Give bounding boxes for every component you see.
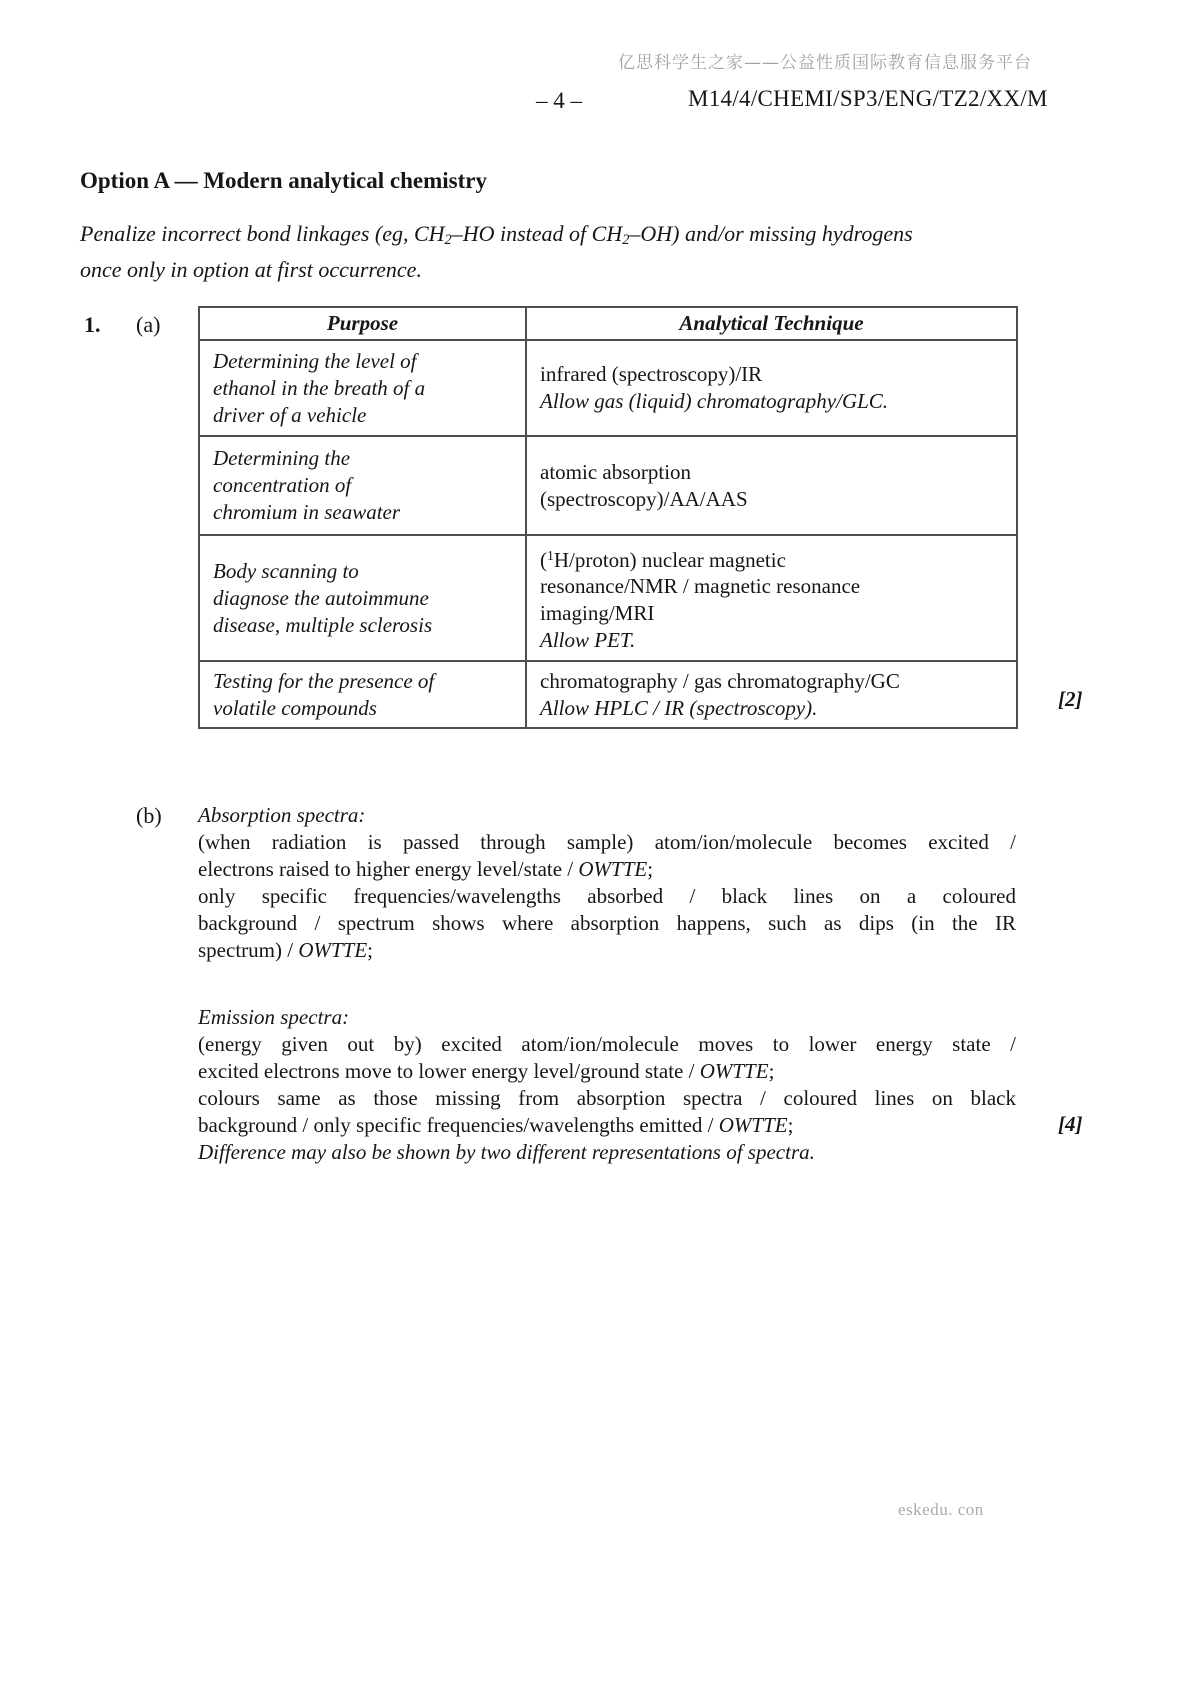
text-line [213, 612, 515, 639]
text-line [198, 829, 1016, 856]
part-b-content [198, 802, 1016, 1166]
text-run: Allow HPLC / IR (spectroscopy). [540, 695, 818, 720]
text-run: disease, multiple sclerosis [213, 612, 433, 637]
paper-code: M14/4/CHEMI/SP3/ENG/TZ2/XX/M [688, 86, 1048, 111]
absorption-points [198, 829, 1016, 964]
text-run: only specific frequencies/wavelengths absorbed / black lines on a coloured [198, 884, 1016, 908]
text-run: ethanol in the breath of a [213, 375, 426, 400]
text-line [213, 472, 515, 499]
purpose-cell [199, 661, 526, 728]
part-b-label: (b) [136, 803, 162, 828]
text-run: once only in option at first occurrence. [80, 256, 422, 282]
text-line [540, 388, 1006, 415]
text-line [198, 910, 1016, 937]
purpose-cell [199, 436, 526, 535]
text-run: (spectroscopy)/AA/AAS [540, 486, 748, 511]
text-run: OWTTE [578, 857, 648, 881]
text-run: colours same as those missing from absorption spectra / coloured lines on black [198, 1086, 1016, 1110]
text-run: Testing for the presence of [213, 668, 435, 693]
text-run: spectrum) / [198, 938, 299, 962]
penalize-note [80, 219, 1025, 284]
text-run: Allow PET. [540, 628, 636, 653]
table-row [199, 340, 1017, 436]
absorption-spectra-title: Absorption spectra: [198, 803, 366, 827]
text-run: imaging/MRI [540, 601, 655, 626]
text-line [80, 255, 1025, 284]
text-run: excited electrons move to lower energy level/ground state / [198, 1059, 700, 1083]
mark-scheme-table [198, 306, 1018, 729]
text-line [213, 668, 515, 695]
marking-point [198, 829, 1016, 883]
text-line [540, 486, 1006, 513]
text-run: Body scanning to [213, 558, 359, 583]
technique-cell [526, 661, 1017, 728]
text-run: OWTTE [718, 1113, 788, 1137]
col-header-analytical-technique: Analytical Technique [526, 307, 1017, 340]
text-run: concentration of [213, 473, 352, 497]
text-line [213, 375, 515, 402]
table-header-row [199, 307, 1017, 340]
site-watermark-text: 亿思科学生之家——公益性质国际教育信息服务平台 [618, 53, 1032, 73]
text-line [213, 348, 515, 375]
text-line [540, 361, 1006, 388]
text-line [213, 445, 515, 472]
table-row [199, 661, 1017, 728]
technique-cell [526, 535, 1017, 661]
text-line [198, 1058, 1016, 1085]
purpose-cell [199, 535, 526, 661]
text-line [540, 668, 1006, 695]
section-title: Option A — Modern analytical chemistry [80, 168, 487, 193]
text-run: chromium in seawater [213, 500, 401, 524]
purpose-cell [199, 340, 526, 436]
text-run: OWTTE [298, 938, 368, 962]
text-run: driver of a vehicle [213, 402, 367, 427]
technique-cell [526, 436, 1017, 535]
col-header-purpose: Purpose [199, 307, 526, 340]
text-run: diagnose the autoimmune [213, 585, 429, 610]
text-line [213, 499, 515, 526]
text-run: ; [787, 1113, 794, 1137]
text-run: (when radiation is passed through sample) atom/ion/molecule becomes excited / [198, 830, 1016, 854]
text-line [198, 1112, 1016, 1139]
difference-note: Difference may also be shown by two different representations of spectra. [198, 1140, 815, 1164]
technique-cell [526, 340, 1017, 436]
text-run: electrons raised to higher energy level/state / [198, 857, 579, 881]
text-line [198, 856, 1016, 883]
text-line [540, 573, 1006, 600]
emission-points [198, 1031, 1016, 1139]
text-run: 2 [622, 231, 630, 248]
text-run: OWTTE [699, 1059, 769, 1083]
text-line [540, 627, 1006, 654]
emission-spectra-title: Emission spectra: [198, 1005, 350, 1029]
marking-point [198, 883, 1016, 964]
text-run: chromatography / gas chromatography/GC [540, 668, 900, 693]
text-line [213, 558, 515, 585]
text-line [213, 585, 515, 612]
text-line [198, 937, 1016, 964]
text-run: 2 [444, 231, 452, 248]
text-run: –OH) and/or missing hydrogens [629, 221, 913, 246]
text-run: Penalize incorrect bond linkages (eg, CH [80, 221, 445, 246]
text-run: Determining the level of [213, 348, 417, 373]
text-run: infrared (spectroscopy)/IR [540, 362, 763, 386]
table-row [199, 436, 1017, 535]
text-line [198, 883, 1016, 910]
text-line [198, 1031, 1016, 1058]
text-line [198, 1085, 1016, 1112]
text-line [540, 542, 1006, 574]
text-run: ; [367, 938, 374, 962]
text-run: ; [647, 857, 654, 881]
text-run: ( [540, 547, 547, 572]
text-run: –HO instead of CH [451, 221, 623, 246]
text-run: background / only specific frequencies/wavelengths emitted / [198, 1113, 719, 1137]
text-run: volatile compounds [213, 695, 377, 720]
text-run: Determining the [213, 446, 351, 470]
page-number: – 4 – [536, 88, 582, 113]
text-run: background / spectrum shows where absorption happens, such as dips (in the IR [198, 911, 1016, 935]
marks-badge-part-a: [2] [1058, 687, 1083, 711]
text-run: (energy given out by) excited atom/ion/molecule moves to lower energy state / [198, 1032, 1016, 1056]
footer-watermark: eskedu. con [898, 1500, 984, 1519]
text-run: 1 [547, 547, 554, 563]
text-line [540, 459, 1006, 486]
text-run: resonance/NMR / magnetic resonance [540, 574, 861, 599]
marks-badge-part-b: [4] [1058, 1112, 1083, 1136]
text-line [213, 402, 515, 429]
text-line [213, 695, 515, 722]
text-line [80, 219, 1025, 255]
text-line [540, 600, 1006, 627]
part-a-label: (a) [136, 312, 161, 337]
marking-point [198, 1031, 1016, 1085]
text-run: H/proton) nuclear magnetic [553, 547, 786, 572]
text-line [540, 695, 1006, 722]
text-run: atomic absorption [540, 459, 692, 484]
table-row [199, 535, 1017, 661]
question-number: 1. [84, 312, 101, 337]
text-run: Allow gas (liquid) chromatography/GLC. [540, 389, 889, 413]
marking-point [198, 1085, 1016, 1139]
text-run: ; [768, 1059, 775, 1083]
